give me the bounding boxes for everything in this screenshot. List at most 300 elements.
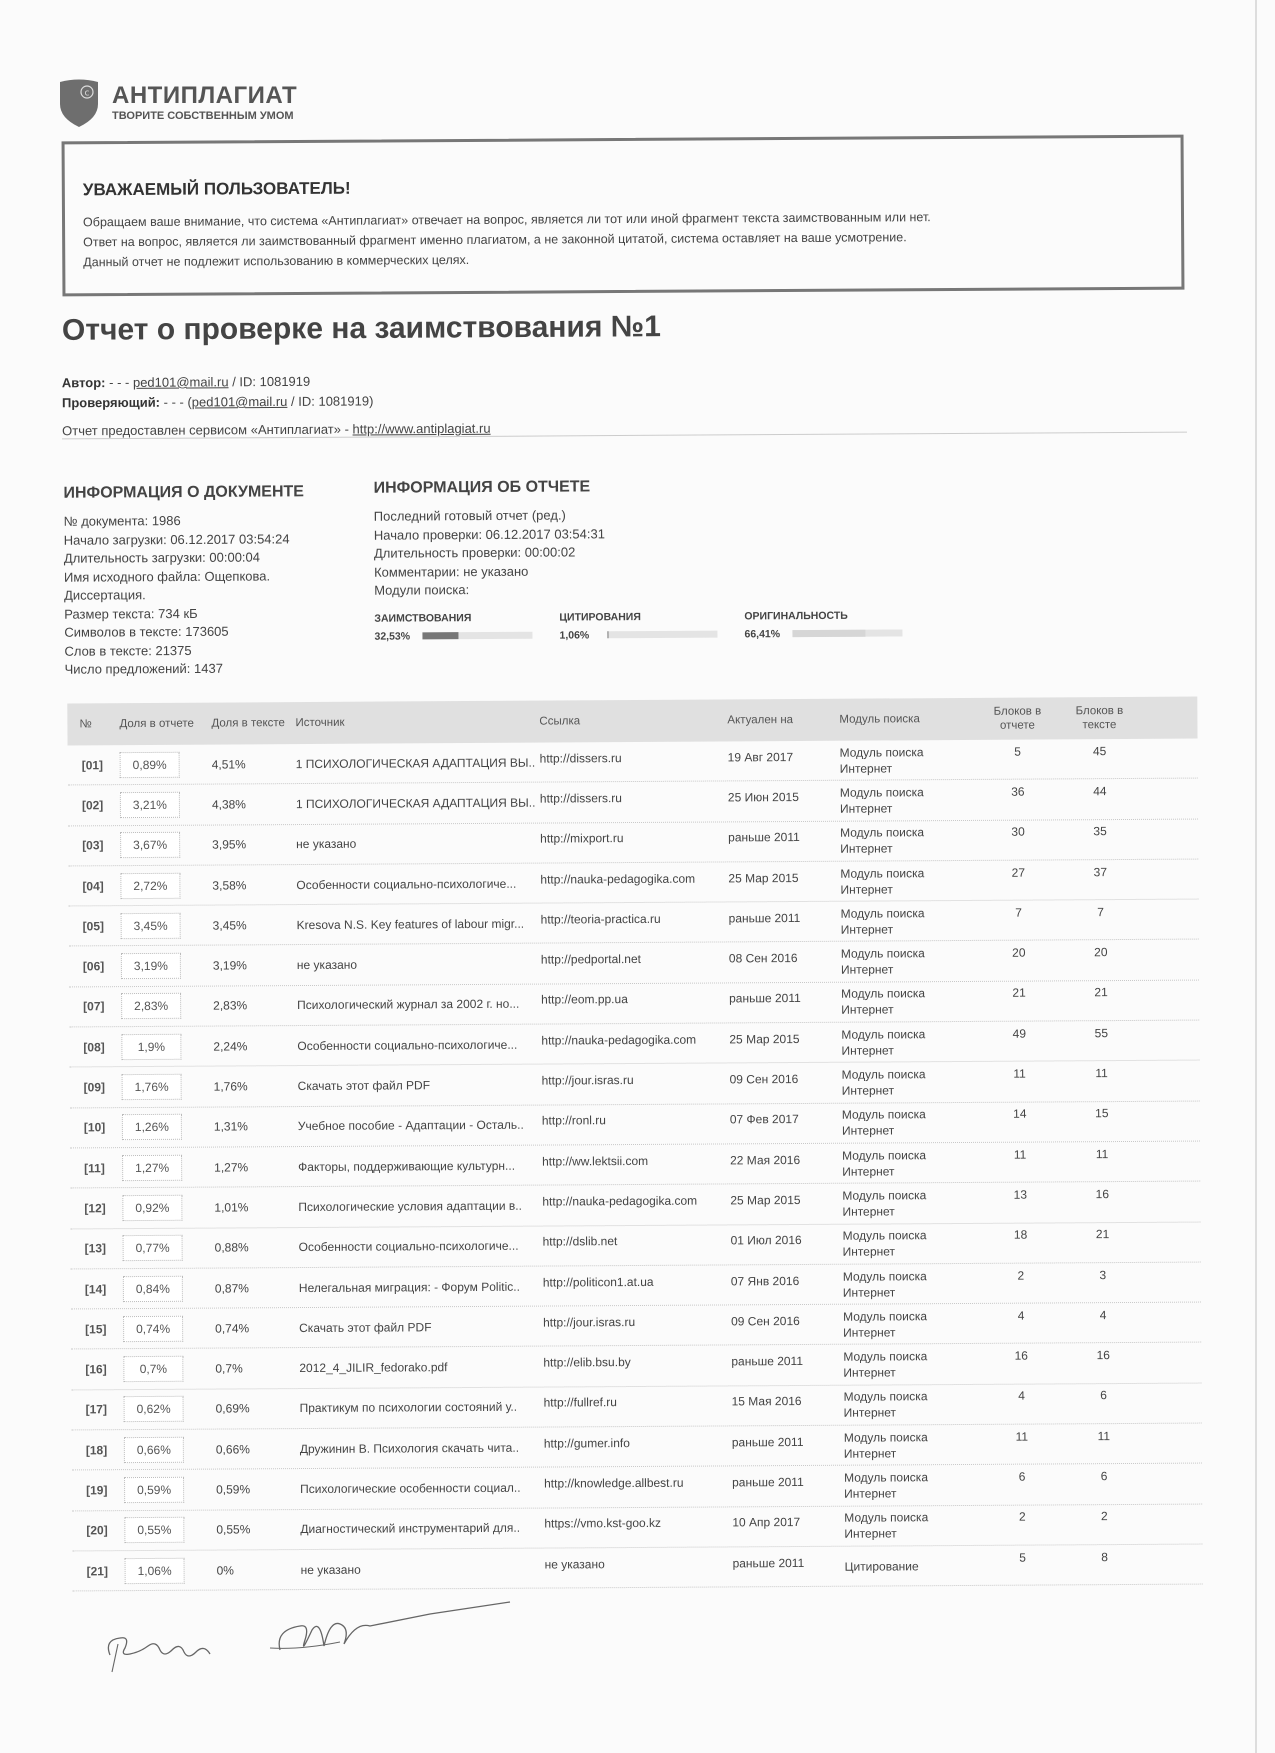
- source-name[interactable]: Психологические особенности социал..: [300, 1480, 521, 1497]
- reviewer-line: [62, 391, 491, 414]
- search-module: Модуль поиска Интернет: [842, 1147, 927, 1179]
- header-num: №: [79, 718, 92, 731]
- row-number: [02]: [81, 798, 104, 813]
- share-text: 3,19%: [212, 958, 247, 973]
- actual-date: раньше 2011: [732, 1474, 804, 1490]
- blocks-in-report: 11: [1013, 1066, 1026, 1081]
- header-share-report: Доля в отчете: [119, 717, 194, 731]
- share-report-cell: [124, 1396, 216, 1423]
- actual-date: 15 Мая 2016: [731, 1394, 802, 1409]
- share-report-cell: [120, 792, 212, 819]
- row-number: [01]: [81, 757, 104, 773]
- share-report-cell: [122, 1154, 214, 1181]
- share-report-cell: [120, 751, 212, 778]
- source-link[interactable]: http://fullref.ru: [543, 1395, 617, 1410]
- source-name[interactable]: Особенности социально-психологиче...: [296, 876, 517, 892]
- search-module: Модуль поиска Интернет: [840, 825, 925, 856]
- shield-copyright-icon: [58, 78, 100, 128]
- actual-date: раньше 2011: [728, 830, 800, 845]
- source-name[interactable]: Практикум по психологии состояний у..: [299, 1400, 518, 1416]
- share-report-cell: [120, 872, 212, 899]
- table-row[interactable]: [72, 1544, 1202, 1591]
- document-info-line: Символов в тексте: 173605: [64, 623, 229, 640]
- document-info-line: Диссертация.: [64, 587, 146, 603]
- notice-title: УВАЖАЕМЫЙ ПОЛЬЗОВАТЕЛЬ!: [82, 178, 351, 200]
- share-report-input[interactable]: 1,27%: [122, 1154, 182, 1180]
- actual-date: 01 Июл 2016: [730, 1233, 802, 1248]
- header-module: Модуль поиска: [839, 713, 920, 726]
- table-row[interactable]: [71, 1222, 1201, 1269]
- table-row[interactable]: [69, 1021, 1199, 1068]
- share-report-cell: [123, 1315, 215, 1342]
- share-report-input[interactable]: 0,7%: [123, 1356, 183, 1382]
- author-email-link[interactable]: ped101@mail.ru: [132, 374, 229, 390]
- row-number: [13]: [84, 1241, 107, 1256]
- share-text: 0%: [216, 1563, 234, 1578]
- row-number: [04]: [82, 878, 104, 893]
- blocks-in-report: 20: [1012, 945, 1026, 960]
- table-row[interactable]: [71, 1383, 1201, 1430]
- share-report-input[interactable]: 0,84%: [123, 1275, 183, 1301]
- share-report-cell: [123, 1356, 215, 1383]
- search-module: Модуль поиска Интернет: [841, 1026, 926, 1058]
- source-link[interactable]: http://politicon1.at.ua: [542, 1274, 654, 1290]
- row-number: [14]: [84, 1281, 107, 1296]
- actual-date: раньше 2011: [729, 991, 801, 1006]
- stat-row: [374, 629, 559, 642]
- blocks-in-text: 7: [1097, 904, 1104, 919]
- source-name[interactable]: Скачать этот файл PDF: [299, 1320, 432, 1335]
- blocks-in-report: 14: [1013, 1106, 1027, 1122]
- blocks-in-report: 13: [1013, 1187, 1028, 1202]
- share-text: 0,88%: [214, 1240, 249, 1255]
- table-row[interactable]: [72, 1504, 1202, 1551]
- blocks-in-text: 3: [1099, 1267, 1107, 1282]
- share-text: 3,45%: [212, 918, 247, 933]
- share-report-input[interactable]: 2,72%: [120, 872, 180, 898]
- notice-line: Данный отчет не подлежит использованию в коммерческих целях.: [83, 252, 470, 270]
- blocks-in-report: 2: [1017, 1268, 1025, 1283]
- actual-date: 25 Мар 2015: [730, 1192, 801, 1208]
- table-header: [67, 697, 1197, 746]
- report-meta: [62, 371, 491, 442]
- share-report-input[interactable]: 1,9%: [121, 1033, 181, 1059]
- source-link[interactable]: http://ronl.ru: [541, 1113, 606, 1128]
- share-report-cell: [123, 1275, 215, 1302]
- source-link[interactable]: http://mixport.ru: [540, 831, 624, 846]
- source-name[interactable]: Особенности социально-психологиче...: [298, 1238, 519, 1255]
- search-module: Модуль поиска Интернет: [843, 1389, 928, 1421]
- stat-borrowing: [374, 611, 559, 642]
- document-info-line: Слов в тексте: 21375: [64, 642, 192, 659]
- author-label: Автор:: [61, 375, 106, 391]
- source-name[interactable]: Психологические условия адаптации в..: [298, 1198, 522, 1214]
- share-text: 1,31%: [213, 1119, 248, 1134]
- source-link[interactable]: http://pedportal.net: [540, 952, 641, 967]
- search-module: Модуль поиска Интернет: [841, 986, 926, 1018]
- blocks-in-report: 49: [1012, 1026, 1027, 1041]
- document-info-line: Имя исходного файла: Ощепкова.: [63, 567, 271, 585]
- source-link[interactable]: http://nauka-pedagogika.com: [541, 1032, 697, 1048]
- share-report-input[interactable]: 1,76%: [122, 1074, 182, 1100]
- share-text: 0,87%: [214, 1280, 249, 1296]
- search-module: Модуль поиска Интернет: [843, 1470, 929, 1501]
- blocks-in-text: 21: [1095, 1227, 1110, 1242]
- share-text: 1,01%: [214, 1200, 249, 1215]
- actual-date: 19 Авг 2017: [727, 749, 794, 765]
- blocks-in-report: 4: [1018, 1389, 1025, 1404]
- share-report-cell: [122, 1114, 214, 1141]
- source-name[interactable]: Учебное пособие - Адаптации - Осталь..: [297, 1117, 524, 1134]
- reviewer-id: / ID: 1081919): [290, 393, 374, 409]
- search-module: Модуль поиска Интернет: [844, 1510, 929, 1542]
- table-row[interactable]: [69, 940, 1199, 987]
- share-report-input[interactable]: 3,45%: [121, 913, 181, 939]
- blocks-in-report: 18: [1013, 1227, 1028, 1242]
- search-module: Модуль поиска Интернет: [843, 1309, 928, 1340]
- share-report-cell: [124, 1477, 216, 1504]
- blocks-in-text: 16: [1096, 1348, 1111, 1363]
- row-number: [15]: [85, 1322, 107, 1337]
- row-number: [10]: [83, 1120, 106, 1135]
- share-report-cell: [120, 832, 212, 859]
- source-name[interactable]: Диагностический инструментарий для..: [300, 1520, 521, 1537]
- actual-date: 07 Янв 2016: [730, 1273, 800, 1288]
- source-name[interactable]: не указано: [296, 836, 357, 852]
- table-row[interactable]: [72, 1464, 1202, 1511]
- share-report-cell: [122, 1194, 214, 1221]
- stat-row: [559, 628, 744, 641]
- row-number: [19]: [86, 1483, 108, 1498]
- blocks-in-text: 6: [1100, 1469, 1108, 1484]
- table-row[interactable]: [69, 900, 1199, 947]
- search-module: Модуль поиска Интернет: [843, 1349, 928, 1380]
- share-report-cell: [124, 1436, 216, 1463]
- report-info-line: Комментарии: не указано: [374, 563, 529, 580]
- blocks-in-text: 6: [1100, 1388, 1107, 1403]
- header-blocks-text: Блоков в тексте: [1075, 705, 1124, 732]
- table-row[interactable]: [72, 1424, 1202, 1471]
- actual-date: 09 Сен 2016: [729, 1072, 799, 1087]
- share-report-input[interactable]: 3,19%: [121, 953, 181, 979]
- notice-line: Обращаем ваше внимание, что система «Антиплагиат» отвечает на вопрос, является ли тот или иной фрагмент текста заимствованным или нет.: [82, 210, 931, 230]
- actual-date: 25 Мар 2015: [729, 1031, 800, 1047]
- service-text: Отчет предоставлен сервисом «Антиплагиат» -: [62, 421, 349, 439]
- document-info-line: Размер текста: 734 кБ: [64, 605, 198, 622]
- stat-label: ЗАИМСТВОВАНИЯ: [374, 611, 472, 625]
- blocks-in-report: 36: [1011, 784, 1025, 799]
- search-module: Модуль поиска Интернет: [839, 785, 924, 816]
- blocks-in-text: 8: [1101, 1549, 1108, 1564]
- report-info-line: Модули поиска:: [374, 582, 470, 598]
- progress-bar: [607, 631, 717, 639]
- source-name[interactable]: Особенности социально-психологиче...: [297, 1037, 518, 1053]
- share-report-input[interactable]: 2,83%: [121, 993, 181, 1019]
- progress-bar-fill: [422, 632, 458, 639]
- table-row[interactable]: [68, 859, 1198, 906]
- share-report-input[interactable]: 0,55%: [124, 1517, 184, 1543]
- share-report-cell: [123, 1235, 215, 1262]
- blocks-in-report: 16: [1014, 1348, 1029, 1363]
- stats: [374, 609, 929, 642]
- stat-row: [744, 627, 929, 640]
- search-module: Модуль поиска Интернет: [842, 1228, 927, 1259]
- share-report-input[interactable]: 1,06%: [125, 1557, 185, 1583]
- share-text: 1,27%: [214, 1159, 249, 1175]
- share-text: 0,74%: [215, 1321, 250, 1336]
- table-row[interactable]: [71, 1303, 1201, 1350]
- source-link[interactable]: http://dslib.net: [542, 1234, 618, 1249]
- blocks-in-text: 11: [1095, 1066, 1108, 1081]
- author-id: / ID: 1081919: [232, 373, 311, 390]
- blocks-in-text: 2: [1100, 1509, 1108, 1524]
- row-number: [21]: [86, 1563, 108, 1578]
- row-number: [20]: [86, 1523, 108, 1538]
- source-link[interactable]: http://nauka-pedagogika.com: [542, 1193, 698, 1209]
- search-module: Модуль поиска Интернет: [842, 1268, 927, 1300]
- share-text: 0,7%: [215, 1361, 243, 1376]
- blocks-in-report: 11: [1015, 1429, 1029, 1444]
- table-body: [68, 739, 1203, 1592]
- search-module: Модуль поиска Интернет: [840, 865, 925, 897]
- source-name[interactable]: 1 ПСИХОЛОГИЧЕСКАЯ АДАПТАЦИЯ ВЫ..: [295, 795, 536, 812]
- row-number: [05]: [82, 919, 105, 934]
- search-module: Модуль поиска Интернет: [839, 744, 924, 776]
- source-link[interactable]: http://eom.pp.ua: [541, 992, 628, 1007]
- blocks-in-report: 5: [1019, 1550, 1026, 1565]
- blocks-in-text: 35: [1093, 824, 1107, 839]
- table-row[interactable]: [70, 1101, 1200, 1148]
- share-report-input[interactable]: 0,89%: [120, 751, 180, 777]
- table-row[interactable]: [70, 1182, 1200, 1229]
- blocks-in-text: 55: [1094, 1025, 1109, 1040]
- blocks-in-report: 11: [1013, 1147, 1027, 1162]
- table-row[interactable]: [71, 1343, 1201, 1390]
- share-report-input[interactable]: 0,66%: [124, 1436, 184, 1462]
- actual-date: 07 Фев 2017: [729, 1112, 799, 1127]
- source-link[interactable]: http://jour.isras.ru: [543, 1314, 636, 1330]
- source-link[interactable]: http://ww.lektsii.com: [542, 1153, 649, 1169]
- blocks-in-text: 11: [1097, 1428, 1111, 1443]
- source-link[interactable]: http://gumer.info: [543, 1435, 630, 1451]
- share-report-cell: [121, 912, 213, 939]
- source-link[interactable]: http://knowledge.allbest.ru: [544, 1475, 684, 1491]
- source-name[interactable]: Дружинин В. Психология скачать чита..: [299, 1440, 520, 1456]
- blocks-in-report: 27: [1011, 865, 1026, 880]
- blocks-in-report: 4: [1017, 1308, 1025, 1323]
- blocks-in-report: 6: [1018, 1469, 1026, 1484]
- source-name[interactable]: не указано: [296, 957, 358, 973]
- source-name[interactable]: Психологический журнал за 2002 г. но...: [297, 997, 520, 1013]
- reviewer-email-link[interactable]: ped101@mail.ru: [191, 393, 288, 410]
- share-report-cell: [122, 1074, 214, 1101]
- blocks-in-report: 30: [1011, 824, 1025, 839]
- report-info-title: ИНФОРМАЦИЯ ОБ ОТЧЕТЕ: [373, 478, 591, 497]
- share-text: 4,38%: [211, 797, 246, 812]
- table-row[interactable]: [71, 1262, 1201, 1309]
- report-info: [374, 476, 930, 642]
- row-number: [09]: [83, 1080, 106, 1095]
- search-module: Модуль поиска Интернет: [841, 1107, 926, 1139]
- blocks-in-text: 16: [1095, 1187, 1110, 1202]
- share-report-input[interactable]: 0,77%: [123, 1235, 183, 1261]
- document-info: [63, 483, 305, 679]
- share-report-cell: [124, 1517, 216, 1544]
- share-report-cell: [125, 1557, 217, 1584]
- search-module: Модуль поиска Интернет: [843, 1429, 928, 1461]
- blocks-in-text: 45: [1092, 743, 1107, 758]
- header-date: Актуален на: [727, 714, 794, 727]
- source-name[interactable]: Факторы, поддерживающие культурн...: [298, 1158, 516, 1174]
- author-prefix: - - -: [109, 374, 130, 391]
- document-info-line: № документа: 1986: [63, 513, 181, 529]
- source-name[interactable]: Kresova N.S. Key features of labour migr...: [296, 916, 525, 932]
- share-text: 0,59%: [216, 1482, 251, 1497]
- source-name[interactable]: не указано: [300, 1562, 361, 1577]
- source-link[interactable]: http://dissers.ru: [539, 750, 622, 766]
- actual-date: 25 Мар 2015: [728, 870, 799, 885]
- blocks-in-report: 21: [1012, 986, 1026, 1001]
- row-number: [17]: [85, 1402, 107, 1417]
- actual-date: раньше 2011: [731, 1434, 804, 1450]
- search-module: Цитирование: [844, 1558, 919, 1574]
- actual-date: 09 Сен 2016: [731, 1313, 800, 1329]
- share-report-input[interactable]: 0,62%: [124, 1396, 184, 1422]
- share-report-cell: [121, 993, 213, 1020]
- service-link[interactable]: http://www.antiplagiat.ru: [352, 420, 491, 437]
- actual-date: 22 Мая 2016: [730, 1152, 801, 1168]
- svg-text:c: c: [84, 88, 90, 99]
- share-text: 3,95%: [212, 837, 247, 852]
- share-report-input[interactable]: 0,92%: [122, 1195, 182, 1221]
- share-report-input[interactable]: 3,67%: [120, 832, 180, 858]
- blocks-in-text: 44: [1093, 784, 1107, 799]
- source-link[interactable]: http://teoria-practica.ru: [540, 911, 661, 927]
- stat-value: 32,53%: [374, 629, 411, 643]
- table-row[interactable]: [68, 739, 1198, 786]
- reviewer-prefix: - - - (: [163, 394, 192, 410]
- actual-date: 08 Сен 2016: [728, 951, 798, 966]
- report-info-line: Начало проверки: 06.12.2017 03:54:31: [373, 525, 605, 543]
- progress-bar: [422, 632, 532, 640]
- header-share-text: Доля в тексте: [211, 717, 285, 730]
- search-module: Модуль поиска Интернет: [840, 946, 925, 977]
- share-report-cell: [121, 1033, 213, 1060]
- blocks-in-text: 37: [1093, 864, 1108, 879]
- stat-originality: [744, 609, 929, 640]
- source-link[interactable]: http://elib.bsu.by: [543, 1355, 631, 1370]
- row-number: [11]: [84, 1160, 105, 1175]
- table-row[interactable]: [69, 980, 1199, 1027]
- share-report-input[interactable]: 1,26%: [122, 1114, 182, 1140]
- header-blocks-report: Блоков в отчете: [993, 705, 1042, 732]
- logo: [58, 78, 297, 128]
- logo-subtitle: ТВОРИТЕ СОБСТВЕННЫМ УМОМ: [112, 110, 294, 122]
- search-module: Модуль поиска Интернет: [840, 906, 925, 937]
- actual-date: 25 Июн 2015: [727, 789, 799, 805]
- source-name[interactable]: 2012_4_JILIR_fedorako.pdf: [299, 1360, 448, 1376]
- share-report-input[interactable]: 3,21%: [120, 792, 180, 818]
- page-title: Отчет о проверке на заимствования №1: [61, 310, 661, 347]
- actual-date: раньше 2011: [728, 910, 801, 926]
- progress-bar: [792, 629, 902, 637]
- stat-label: ОРИГИНАЛЬНОСТЬ: [744, 609, 848, 622]
- source-name[interactable]: Нелегальная миграция: - Форум Politic..: [298, 1279, 520, 1295]
- header-link: Ссылка: [539, 715, 581, 728]
- source-link[interactable]: http://nauka-pedagogika.com: [540, 871, 696, 887]
- actual-date: раньше 2011: [731, 1354, 804, 1369]
- share-report-input[interactable]: 0,59%: [124, 1477, 184, 1503]
- source-name[interactable]: Скачать этот файл PDF: [297, 1078, 431, 1094]
- share-report-cell: [121, 953, 213, 980]
- blocks-in-text: 11: [1095, 1146, 1109, 1161]
- stat-citation: [559, 610, 744, 641]
- progress-bar-fill: [607, 631, 608, 638]
- report-info-line: Длительность проверки: 00:00:02: [373, 544, 576, 561]
- blocks-in-report: 7: [1015, 905, 1022, 920]
- document-info-line: Длительность загрузки: 00:00:04: [63, 549, 261, 566]
- blocks-in-text: 20: [1094, 945, 1108, 960]
- share-report-input[interactable]: 0,74%: [123, 1316, 183, 1342]
- scan-edge: [1255, 0, 1257, 1753]
- sources-table: [67, 697, 1202, 1592]
- table-row[interactable]: [68, 779, 1198, 826]
- source-name[interactable]: 1 ПСИХОЛОГИЧЕСКАЯ АДАПТАЦИЯ ВЫ..: [295, 755, 536, 771]
- source-link[interactable]: https://vmo.kst-goo.kz: [544, 1516, 662, 1531]
- row-number: [12]: [84, 1201, 106, 1216]
- handwritten-signature: [100, 1600, 660, 1680]
- report-info-line: Последний готовый отчет (ред.): [373, 507, 566, 524]
- table-row[interactable]: [70, 1142, 1200, 1189]
- blocks-in-text: 15: [1095, 1106, 1109, 1121]
- row-number: [06]: [82, 959, 105, 974]
- share-text: 2,83%: [213, 998, 248, 1013]
- row-number: [16]: [85, 1362, 107, 1377]
- actual-date: 10 Апр 2017: [732, 1515, 801, 1530]
- share-text: 0,55%: [216, 1522, 251, 1537]
- blocks-in-report: 5: [1014, 744, 1021, 759]
- share-text: 4,51%: [211, 757, 246, 772]
- blocks-in-text: 21: [1094, 985, 1108, 1000]
- row-number: [03]: [82, 838, 104, 853]
- notice-box: [62, 135, 1185, 297]
- row-number: [18]: [85, 1442, 108, 1458]
- header-source: Источник: [295, 716, 345, 730]
- table-row[interactable]: [70, 1061, 1200, 1108]
- search-module: Модуль поиска Интернет: [842, 1188, 927, 1219]
- blocks-in-text: 4: [1099, 1307, 1107, 1322]
- source-link[interactable]: http://dissers.ru: [539, 791, 622, 806]
- document-info-title: ИНФОРМАЦИЯ О ДОКУМЕНТЕ: [63, 483, 304, 502]
- stat-label: ЦИТИРОВАНИЯ: [559, 610, 641, 624]
- share-text: 2,24%: [213, 1039, 248, 1054]
- source-link[interactable]: http://jour.isras.ru: [541, 1073, 634, 1088]
- search-module: Модуль поиска Интернет: [841, 1067, 926, 1098]
- stat-value: 66,41%: [744, 627, 781, 640]
- source-link[interactable]: не указано: [544, 1556, 605, 1572]
- notice-line: Ответ на вопрос, является ли заимствованный фрагмент именно плагиатом, а не законной цитатой, система оставляет на ваше усмотрение.: [83, 230, 907, 250]
- share-text: 1,76%: [213, 1079, 248, 1094]
- share-text: 0,66%: [215, 1442, 250, 1457]
- logo-title: АНТИПЛАГИАТ: [112, 82, 298, 109]
- blocks-in-report: 2: [1018, 1509, 1026, 1524]
- reviewer-label: Проверяющий:: [61, 394, 161, 411]
- progress-bar-fill: [792, 630, 865, 637]
- author-line: [62, 371, 491, 394]
- share-text: 3,58%: [212, 877, 247, 893]
- table-row[interactable]: [68, 819, 1198, 866]
- document-info-line: Начало загрузки: 06.12.2017 03:54:24: [63, 530, 290, 548]
